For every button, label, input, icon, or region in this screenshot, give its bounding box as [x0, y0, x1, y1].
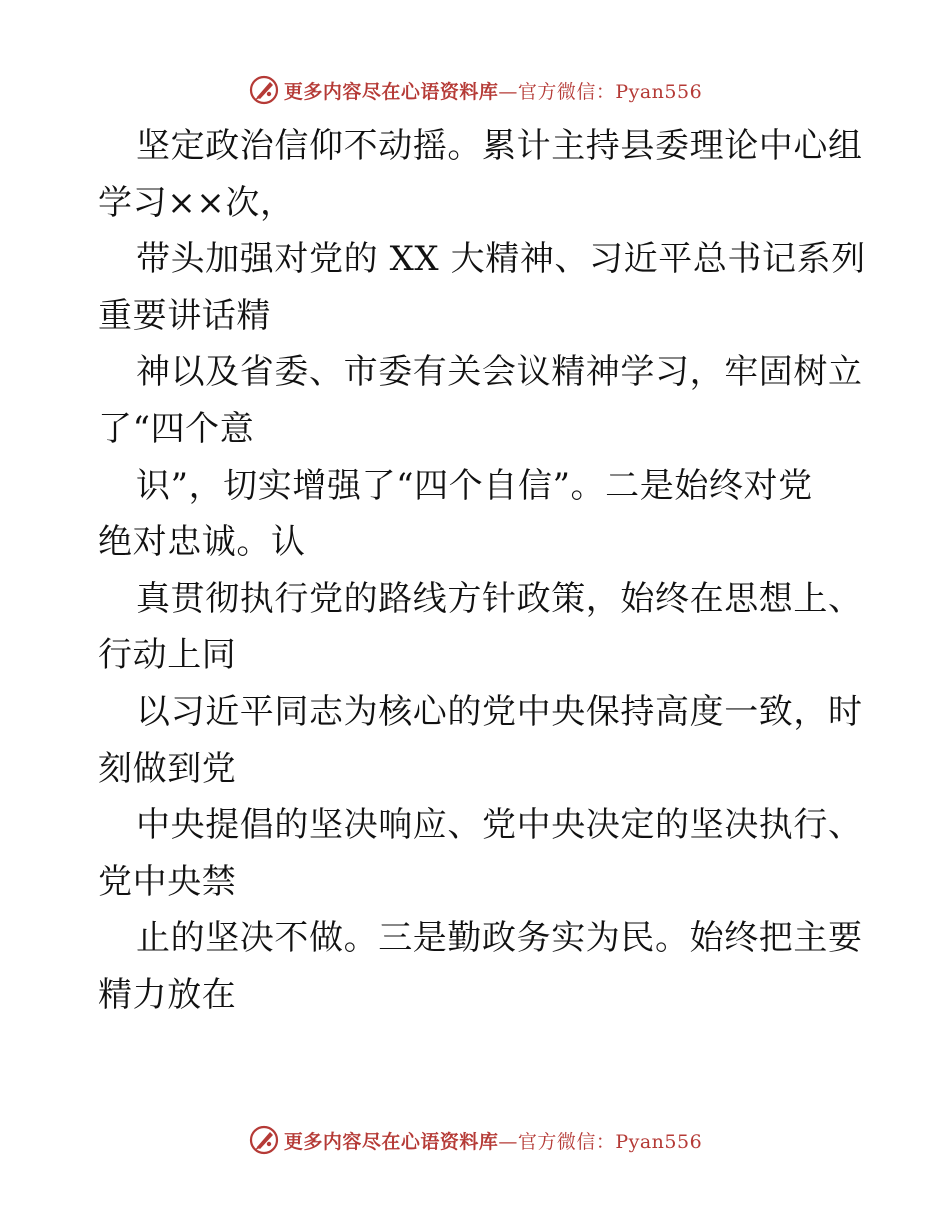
paragraph-line: 学习××次， [98, 182, 295, 223]
watermark-contact: —官方微信：Pyan556 [498, 80, 703, 103]
footer-watermark-banner [0, 1120, 950, 1160]
paragraph-line: 带头加强对党的 XX 大精神、习近平总书记系列 [136, 239, 866, 280]
quill-pen-logo-icon [248, 1124, 280, 1156]
watermark-brand: 更多内容尽在心语资料库 [283, 80, 499, 103]
paragraph-line: 绝对忠诚。认 [98, 522, 306, 563]
paragraph-line: 行动上同 [98, 635, 237, 676]
paragraph-line: 神以及省委、市委有关会议精神学习，牢固树立 [136, 352, 863, 393]
paragraph-line: 党中央禁 [98, 861, 237, 902]
watermark-contact: —官方微信：Pyan556 [498, 1130, 703, 1153]
paragraph-line: 止的坚决不做。三是勤政务实为民。始终把主要 [136, 918, 863, 959]
paragraph-line: 坚定政治信仰不动摇。累计主持县委理论中心组 [136, 126, 863, 166]
paragraph-line: 真贯彻执行党的路线方针政策，始终在思想上、 [136, 578, 863, 619]
paragraph-line: 精力放在 [98, 974, 237, 1015]
paragraph-line: 识”，切实增强了“四个自信”。二是始终对党 [136, 465, 813, 506]
watermark-text [284, 1127, 702, 1154]
quill-pen-logo-icon [248, 74, 280, 106]
paragraph-line: 中央提倡的坚决响应、党中央决定的坚决执行、 [136, 805, 863, 846]
header-watermark-banner [0, 70, 950, 110]
paragraph-line: 以习近平同志为核心的党中央保持高度一致，时 [136, 691, 863, 732]
watermark-brand: 更多内容尽在心语资料库 [283, 1130, 499, 1153]
paragraph-line: 了“四个意 [98, 408, 255, 449]
watermark-text [284, 77, 702, 104]
paragraph-line: 重要讲话精 [98, 295, 271, 336]
document-body [98, 118, 866, 1024]
paragraph-line: 刻做到党 [98, 748, 237, 789]
